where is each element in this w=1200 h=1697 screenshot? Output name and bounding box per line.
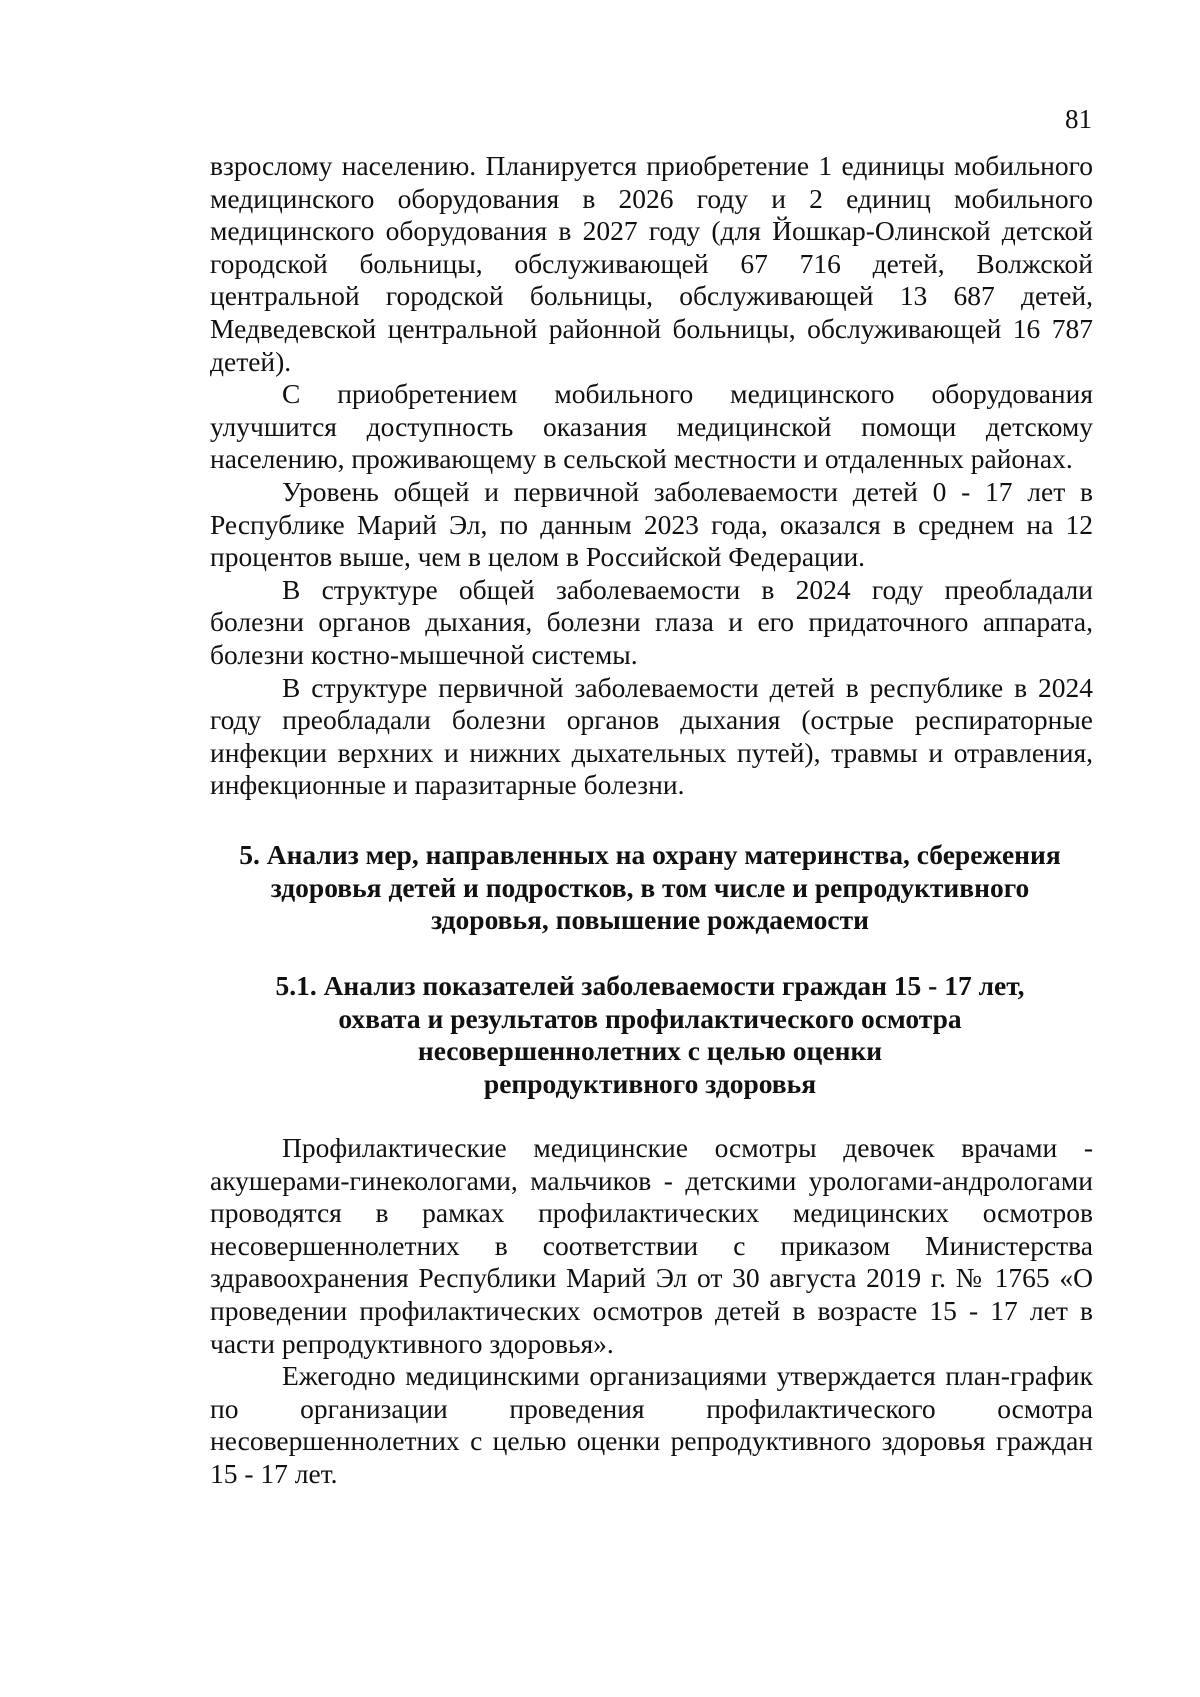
paragraph: Профилактические медицинские осмотры девочек врачами - акушерами-гинекологами, мальчиков - детскими урологами-андрологами проводятся в рамках профилактических медицинских осмотров несовершеннолетних в соответствии с приказом Министерства здравоохранения Республики Марий Эл от 30 августа 2019 г. № 1765 «О проведении профилактических осмотров детей в возрасте 15 - 17 лет в части репродуктивного здоровья».	[210, 1132, 1093, 1359]
heading-line: здоровья детей и подростков, в том числе и репродуктивного	[270, 871, 1030, 903]
section-heading	[200, 839, 1100, 937]
heading-line: репродуктивного здоровья	[483, 1067, 817, 1099]
paragraph: С приобретением мобильного медицинского оборудования улучшится доступность оказания медицинской помощи детскому населению, проживающему в сельской местности и отдаленных районах.	[210, 378, 1093, 475]
subsection-heading	[200, 970, 1100, 1100]
paragraph: Ежегодно медицинскими организациями утверждается план-график по организации проведения профилактического осмотра несовершеннолетних с целью оценки репродуктивного здоровья граждан 15 - 17 лет.	[210, 1360, 1093, 1489]
heading-line: охвата и результатов профилактического осмотра	[338, 1002, 962, 1034]
paragraph: В структуре первичной заболеваемости детей в республике в 2024 году преобладали болезни органов дыхания (острые респираторные инфекции верхних и нижних дыхательных путей), травмы и отравления, инфекционные и паразитарные болезни.	[210, 671, 1093, 801]
paragraph: В структуре общей заболеваемости в 2024 году преобладали болезни органов дыхания, болезни глаза и его придаточного аппарата, болезни костно-мышечной системы.	[210, 573, 1093, 670]
heading-line: 5. Анализ мер, направленных на охрану материнства, сбережения	[239, 839, 1061, 870]
paragraph: взрослому населению. Планируется приобретение 1 единицы мобильного медицинского оборудования в 2026 году и 2 единиц мобильного медицинского оборудования в 2027 году (для Йошкар-Олинской детской городской больницы, обслуживающей 67 716 детей, Волжской центральной городской больницы, обслуживающей 13 687 детей, Медведевской центральной районной больницы, обслуживающей 16 787 детей).	[210, 150, 1093, 377]
paragraph: Уровень общей и первичной заболеваемости детей 0 - 17 лет в Республике Марий Эл, по данным 2023 года, оказался в среднем на 12 процентов выше, чем в целом в Российской Федерации.	[210, 475, 1093, 573]
heading-line: здоровья, повышение рождаемости	[431, 904, 869, 935]
heading-line: 5.1. Анализ показателей заболеваемости граждан 15 - 17 лет,	[275, 970, 1025, 1001]
page-number: 81	[1065, 104, 1092, 134]
body-text-bottom	[210, 1132, 1093, 1491]
heading-line: несовершеннолетних с целью оценки	[417, 1035, 883, 1066]
body-text-top	[210, 150, 1093, 802]
